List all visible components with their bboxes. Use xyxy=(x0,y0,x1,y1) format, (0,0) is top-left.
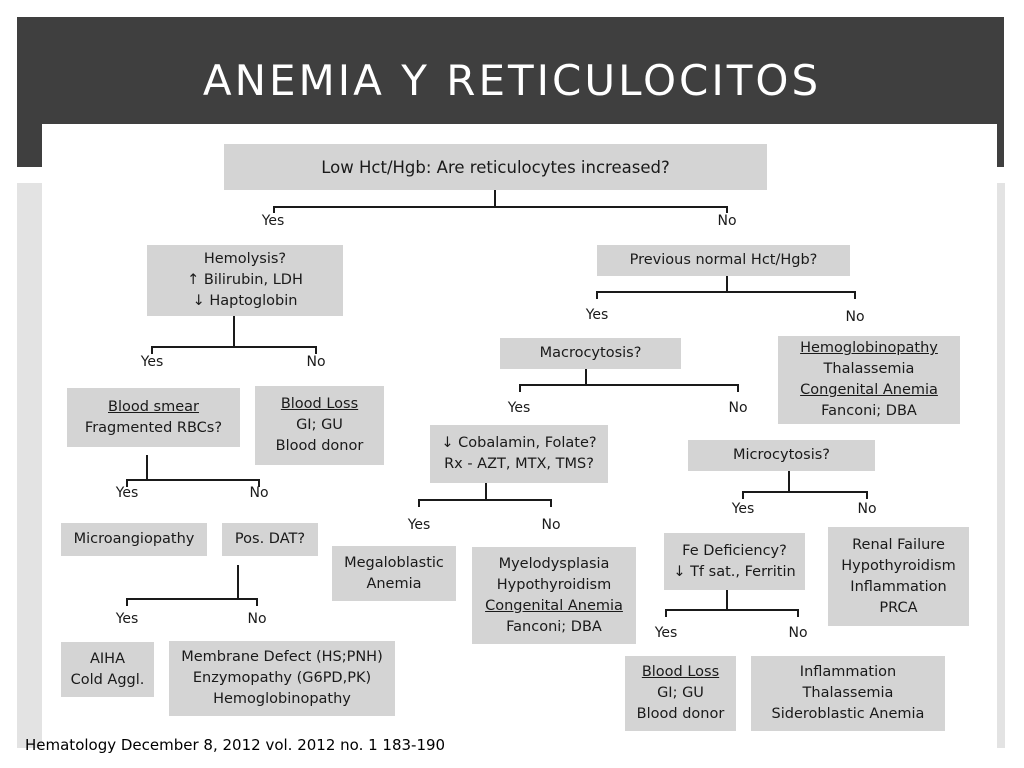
connector xyxy=(788,471,790,491)
membrane-defect-box xyxy=(169,641,395,716)
connector xyxy=(726,276,728,291)
connector xyxy=(737,384,739,392)
connector xyxy=(233,316,235,346)
node-line: GI; GU xyxy=(296,417,343,433)
previous-normal-question xyxy=(597,245,850,276)
no-label: No xyxy=(857,501,877,517)
node-line: Fanconi; DBA xyxy=(821,403,917,419)
connector xyxy=(485,483,487,499)
node-line: Hemoglobinopathy xyxy=(800,340,938,356)
connector xyxy=(126,598,128,606)
microangiopathy-box xyxy=(61,523,207,556)
blood-loss-box xyxy=(625,656,736,731)
node-line: ↑ Bilirubin, LDH xyxy=(187,272,303,288)
connector xyxy=(665,609,799,611)
hemoglobinopathy-box xyxy=(778,336,960,424)
microcytosis-question xyxy=(688,440,875,471)
connector xyxy=(146,455,148,479)
connector xyxy=(585,369,587,384)
node-line: Fe Deficiency? xyxy=(682,542,787,559)
connector xyxy=(151,346,317,348)
node-line: Hemoglobinopathy xyxy=(213,691,351,707)
connector xyxy=(854,291,856,299)
node-line: Thalassemia xyxy=(823,361,915,377)
node-line: ↓ Tf sat., Ferritin xyxy=(673,563,796,580)
cobalamin-question xyxy=(430,425,608,483)
node-line: Membrane Defect (HS;PNH) xyxy=(181,649,383,665)
node-line: Blood donor xyxy=(636,706,725,722)
no-label: No xyxy=(728,400,748,416)
node-line: Enzymopathy (G6PD,PK) xyxy=(192,670,372,686)
node-line: Low Hct/Hgb: Are reticulocytes increased? xyxy=(321,157,670,177)
no-label: No xyxy=(717,213,737,229)
yes-label: Yes xyxy=(507,400,531,416)
connector xyxy=(742,491,744,499)
yes-label: Yes xyxy=(731,501,755,517)
connector xyxy=(550,499,552,507)
yes-label: Yes xyxy=(654,625,678,641)
aiha-box xyxy=(61,642,154,697)
reticulocytes-question xyxy=(224,144,767,190)
node-line: Blood Loss xyxy=(280,396,359,412)
node-line: ↓ Cobalamin, Folate? xyxy=(441,435,597,451)
node-line: Thalassemia xyxy=(802,685,894,701)
no-label: No xyxy=(306,354,326,370)
connector xyxy=(596,291,856,293)
connector xyxy=(726,590,728,609)
node-line: Fanconi; DBA xyxy=(506,618,602,635)
yes-label: Yes xyxy=(140,354,164,370)
connector xyxy=(742,491,868,493)
no-label: No xyxy=(247,611,267,627)
pos-dat-question xyxy=(222,523,318,556)
connector xyxy=(726,206,728,213)
no-label: No xyxy=(788,625,808,641)
connector xyxy=(494,190,496,206)
connector xyxy=(273,206,728,208)
slide-title: ANEMIA Y RETICULOCITOS xyxy=(202,56,822,105)
fe-deficiency-question xyxy=(664,533,805,590)
macrocytosis-question xyxy=(500,338,681,369)
yes-label: Yes xyxy=(585,307,609,323)
node-line: GI; GU xyxy=(657,685,704,701)
node-line: Macrocytosis? xyxy=(539,345,642,361)
node-line: Myelodysplasia xyxy=(498,555,610,572)
node-line: Previous normal Hct/Hgb? xyxy=(629,252,818,268)
blood-smear-question xyxy=(67,388,240,447)
node-line: Rx - AZT, MTX, TMS? xyxy=(444,456,594,472)
node-line: Hypothyroidism xyxy=(496,576,612,593)
yes-label: Yes xyxy=(115,611,139,627)
node-line: AIHA xyxy=(89,650,126,667)
node-line: Blood donor xyxy=(275,438,364,454)
node-line: Inflammation xyxy=(850,578,947,595)
node-line: Pos. DAT? xyxy=(234,531,306,547)
hemolysis-question xyxy=(147,245,343,316)
node-line: Microangiopathy xyxy=(73,531,195,547)
node-line: Sideroblastic Anemia xyxy=(771,706,925,722)
connector xyxy=(418,499,552,501)
node-line: Inflammation xyxy=(799,664,897,680)
connector xyxy=(866,491,868,499)
node-line: Megaloblastic xyxy=(344,554,444,571)
connector xyxy=(596,291,598,299)
node-line: PRCA xyxy=(879,599,918,616)
blood-loss-box xyxy=(255,386,384,465)
yes-label: Yes xyxy=(407,517,431,533)
flowchart-panel xyxy=(42,124,997,740)
node-line: Fragmented RBCs? xyxy=(84,419,223,436)
node-line: Blood smear xyxy=(108,398,199,415)
connector xyxy=(519,384,739,386)
node-line: Blood Loss xyxy=(641,664,720,680)
myelodysplasia-box xyxy=(472,547,636,644)
node-line: Cold Aggl. xyxy=(70,671,145,688)
citation: Hematology December 8, 2012 vol. 2012 no. 1 183-190 xyxy=(25,736,446,754)
left-band xyxy=(17,183,42,748)
node-line: Congenital Anemia xyxy=(485,597,623,614)
connector xyxy=(418,499,420,507)
no-label: No xyxy=(249,485,269,501)
megaloblastic-box xyxy=(332,546,456,601)
connector xyxy=(273,206,275,213)
yes-label: Yes xyxy=(115,485,139,501)
node-line: ↓ Haptoglobin xyxy=(192,293,298,309)
yes-label: Yes xyxy=(261,213,285,229)
renal-failure-box xyxy=(828,527,969,626)
connector xyxy=(126,479,260,481)
node-line: Microcytosis? xyxy=(733,447,830,463)
right-band xyxy=(997,183,1005,748)
no-label: No xyxy=(845,309,865,325)
no-label: No xyxy=(541,517,561,533)
connector xyxy=(151,346,153,354)
connector xyxy=(665,609,667,617)
node-line: Hemolysis? xyxy=(203,251,287,267)
node-line: Anemia xyxy=(366,575,422,592)
connector xyxy=(237,565,239,598)
inflammation-box xyxy=(751,656,945,731)
connector xyxy=(797,609,799,617)
connector xyxy=(126,598,258,600)
connector xyxy=(256,598,258,606)
connector xyxy=(315,346,317,354)
node-line: Congenital Anemia xyxy=(800,382,938,398)
node-line: Renal Failure xyxy=(852,536,945,553)
node-line: Hypothyroidism xyxy=(841,557,956,574)
connector xyxy=(519,384,521,392)
